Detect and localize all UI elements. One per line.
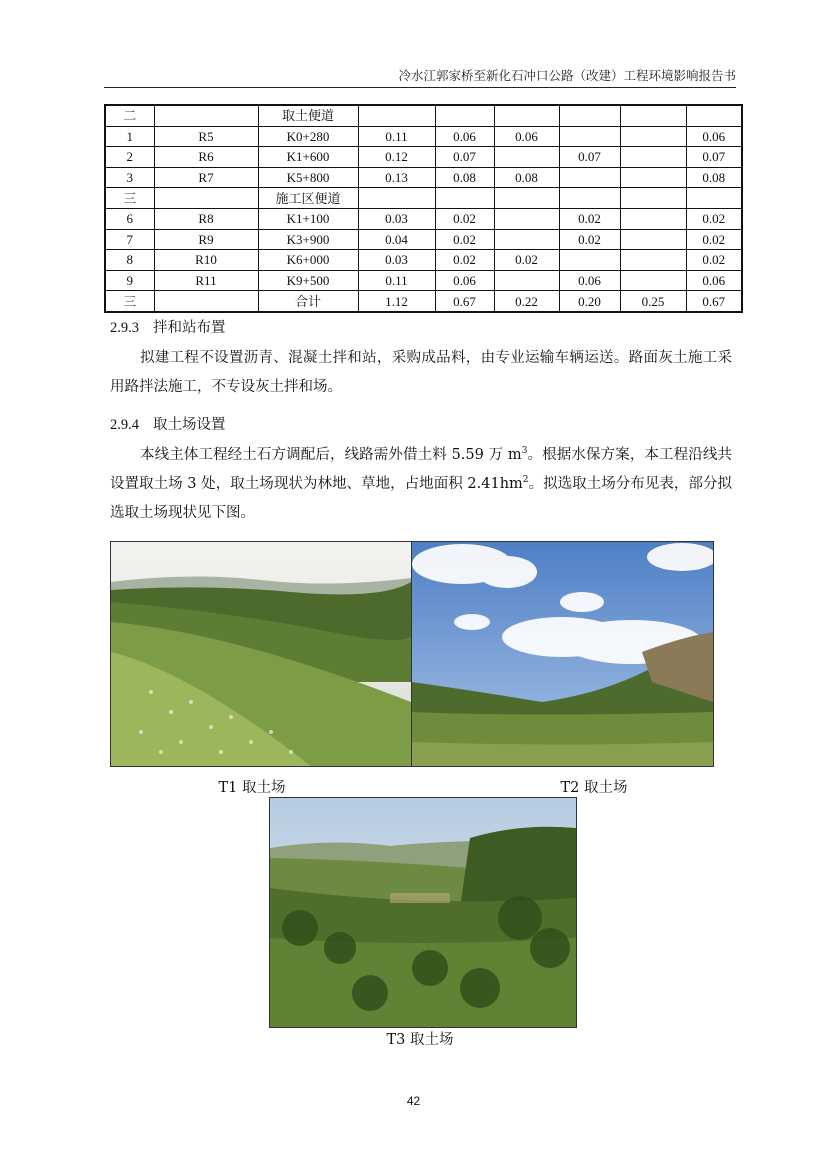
table-cell: [154, 188, 258, 209]
table-cell: 0.03: [358, 250, 435, 271]
table-row: [105, 105, 742, 126]
table-cell: 9: [105, 270, 154, 291]
table-cell: 0.02: [686, 250, 742, 271]
table-cell: [358, 188, 435, 209]
table-cell: [620, 147, 686, 168]
table-row: [105, 250, 742, 271]
table-row: [105, 167, 742, 188]
table-cell: K5+800: [258, 167, 358, 188]
table-cell: R9: [154, 229, 258, 250]
table-cell: K1+600: [258, 147, 358, 168]
page-number: 42: [406, 1094, 421, 1108]
table-row: [105, 291, 742, 312]
table-cell: 0.02: [435, 208, 494, 229]
table-cell: [494, 270, 559, 291]
table-cell: [620, 250, 686, 271]
table-row: [105, 126, 742, 147]
table-cell: [358, 105, 435, 126]
table-cell: 0.02: [686, 208, 742, 229]
table-cell: 0.06: [686, 270, 742, 291]
superscript: 2: [522, 475, 529, 486]
table-cell: 二: [105, 105, 154, 126]
table-cell: 0.06: [435, 126, 494, 147]
table-cell: 0.07: [435, 147, 494, 168]
table-cell: 0.06: [559, 270, 620, 291]
table-cell: 2: [105, 147, 154, 168]
table-cell: 0.20: [559, 291, 620, 312]
table-cell: 0.02: [559, 229, 620, 250]
section-number: 2.9.4: [110, 417, 139, 433]
table-cell: [559, 188, 620, 209]
paragraph-part: 本线主体工程经土石方调配后，线路需外借土料 5.59 万 m: [140, 447, 522, 463]
table-cell: 3: [105, 167, 154, 188]
table-cell: R6: [154, 147, 258, 168]
table-cell: 0.13: [358, 167, 435, 188]
table-cell: 7: [105, 229, 154, 250]
caption-t3: T3 取土场: [386, 1032, 454, 1048]
table-cell: R8: [154, 208, 258, 229]
photo-t2-borrow-pit: [411, 541, 714, 767]
table-row: [105, 229, 742, 250]
table-cell: [494, 188, 559, 209]
paragraph-part: 。根据水保方案，本工程沿线共设置取土场 3 处，取土场现状为林地、草地，占地面积 2.41hm: [110, 447, 732, 492]
table-cell: 0.08: [494, 167, 559, 188]
table-cell: 0.06: [686, 126, 742, 147]
table-cell: 0.12: [358, 147, 435, 168]
table-cell: K6+000: [258, 250, 358, 271]
table-row: [105, 270, 742, 291]
table-cell: K0+280: [258, 126, 358, 147]
caption-t2: T2 取土场: [560, 780, 628, 796]
table-cell: 0.22: [494, 291, 559, 312]
superscript: 3: [521, 446, 528, 457]
table-cell: [620, 270, 686, 291]
section-title: 取土场设置: [153, 417, 226, 433]
table-cell: 0.06: [435, 270, 494, 291]
section-number: 2.9.3: [110, 320, 139, 336]
running-header: 冷水江郭家桥至新化石冲口公路（改建）工程环境影响报告书: [398, 68, 736, 83]
caption-t1: T1 取土场: [218, 780, 286, 796]
table-cell: 三: [105, 188, 154, 209]
table-cell: 8: [105, 250, 154, 271]
table-cell: K9+500: [258, 270, 358, 291]
photo-t1-borrow-pit: [110, 541, 412, 767]
table-cell: 0.67: [686, 291, 742, 312]
table-cell: 1: [105, 126, 154, 147]
table-cell: 0.02: [494, 250, 559, 271]
table-cell: 0.25: [620, 291, 686, 312]
table-cell: 0.02: [686, 229, 742, 250]
paragraph-part: 。拟选取土场分布见表，部分拟选取土场现状见下图。: [110, 476, 732, 521]
table-cell: [559, 105, 620, 126]
table-cell: 0.07: [686, 147, 742, 168]
table-cell: 0.04: [358, 229, 435, 250]
section-title: 拌和站布置: [153, 320, 226, 336]
table-row: [105, 208, 742, 229]
table-cell: [686, 188, 742, 209]
paragraph-borrow-pit: [110, 441, 732, 528]
table-cell: 0.02: [435, 250, 494, 271]
table-cell: [559, 250, 620, 271]
table-cell: 0.08: [435, 167, 494, 188]
header-rule: [104, 87, 736, 88]
table-cell: R7: [154, 167, 258, 188]
table-cell: 6: [105, 208, 154, 229]
table-row: [105, 188, 742, 209]
table-cell: 1.12: [358, 291, 435, 312]
table-cell: R10: [154, 250, 258, 271]
table-cell: [686, 105, 742, 126]
section-heading-2-9-3: [110, 316, 226, 337]
table-cell: R5: [154, 126, 258, 147]
table-cell: 取土便道: [258, 105, 358, 126]
table-cell: 0.67: [435, 291, 494, 312]
table-cell: K3+900: [258, 229, 358, 250]
table-row: [105, 147, 742, 168]
table-cell: [494, 229, 559, 250]
table-cell: 合计: [258, 291, 358, 312]
table-cell: 0.11: [358, 126, 435, 147]
table-cell: R11: [154, 270, 258, 291]
table-cell: 0.08: [686, 167, 742, 188]
table-cell: 0.11: [358, 270, 435, 291]
paragraph-mixing-station: 拟建工程不设置沥青、混凝土拌和站，采购成品料，由专业运输车辆运送。路面灰土施工采用路拌法施工，不专设灰土拌和场。: [110, 350, 732, 395]
table-cell: 0.02: [435, 229, 494, 250]
table-cell: 0.03: [358, 208, 435, 229]
table-cell: [620, 167, 686, 188]
table-cell: [620, 188, 686, 209]
table-cell: 施工区便道: [258, 188, 358, 209]
table-cell: [559, 167, 620, 188]
table-cell: [494, 147, 559, 168]
table-cell: [154, 105, 258, 126]
table-cell: [620, 208, 686, 229]
section-heading-2-9-4: [110, 413, 226, 434]
table-cell: [435, 188, 494, 209]
table-cell: [494, 208, 559, 229]
table-cell: [494, 105, 559, 126]
table-cell: [154, 291, 258, 312]
table-cell: [620, 229, 686, 250]
table-cell: 0.07: [559, 147, 620, 168]
table-cell: [620, 126, 686, 147]
table-cell: 0.06: [494, 126, 559, 147]
table-cell: [620, 105, 686, 126]
table-cell: 0.02: [559, 208, 620, 229]
borrow-road-table: [104, 104, 743, 313]
photo-t3-borrow-pit: [269, 797, 577, 1028]
table-cell: K1+100: [258, 208, 358, 229]
table-cell: 三: [105, 291, 154, 312]
table-cell: [559, 126, 620, 147]
table-cell: [435, 105, 494, 126]
